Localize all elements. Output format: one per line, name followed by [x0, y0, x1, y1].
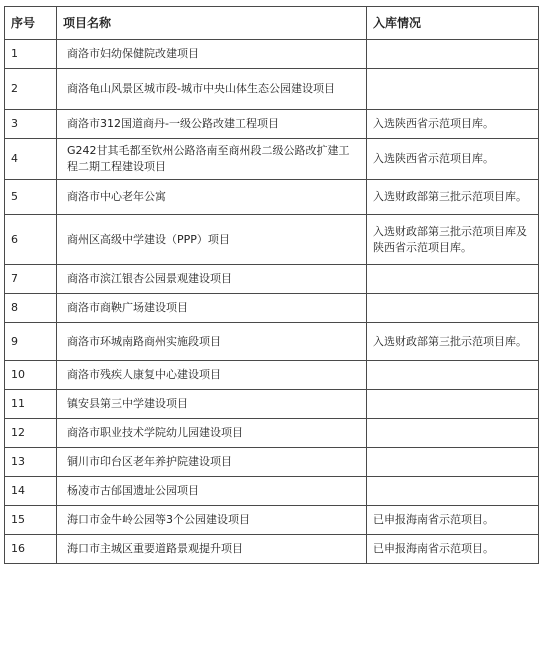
row-serial-number: 12 [5, 419, 57, 448]
row-serial-number: 15 [5, 506, 57, 535]
table-row [5, 40, 539, 69]
row-serial-number: 2 [5, 69, 57, 110]
row-project-name: 海口市金牛岭公园等3个公园建设项目 [57, 506, 367, 535]
table-row [5, 390, 539, 419]
table-row [5, 215, 539, 265]
header-serial-number: 序号 [5, 7, 57, 40]
table-body [5, 40, 539, 564]
table-row [5, 477, 539, 506]
row-serial-number: 13 [5, 448, 57, 477]
row-storage-status: 入选陕西省示范项目库。 [367, 110, 539, 139]
row-serial-number: 6 [5, 215, 57, 265]
row-storage-status: 入选财政部第三批示范项目库。 [367, 180, 539, 215]
row-project-name: G242甘其毛都至钦州公路洛南至商州段二级公路改扩建工程二期工程建设项目 [57, 139, 367, 180]
header-storage-status: 入库情况 [367, 7, 539, 40]
row-storage-status [367, 361, 539, 390]
row-serial-number: 11 [5, 390, 57, 419]
row-storage-status: 入选陕西省示范项目库。 [367, 139, 539, 180]
table-row [5, 323, 539, 361]
table-header-row [5, 7, 539, 40]
project-table [4, 6, 539, 564]
row-storage-status [367, 477, 539, 506]
table-row [5, 265, 539, 294]
table-row [5, 448, 539, 477]
row-storage-status: 已申报海南省示范项目。 [367, 535, 539, 564]
row-project-name: 商洛龟山风景区城市段-城市中央山体生态公园建设项目 [57, 69, 367, 110]
row-storage-status [367, 448, 539, 477]
row-project-name: 商洛市残疾人康复中心建设项目 [57, 361, 367, 390]
row-storage-status: 入选财政部第三批示范项目库。 [367, 323, 539, 361]
row-serial-number: 14 [5, 477, 57, 506]
table-row [5, 69, 539, 110]
row-project-name: 海口市主城区重要道路景观提升项目 [57, 535, 367, 564]
row-project-name: 商洛市环城南路商州实施段项目 [57, 323, 367, 361]
row-project-name: 商洛市妇幼保健院改建项目 [57, 40, 367, 69]
row-serial-number: 1 [5, 40, 57, 69]
row-project-name: 铜川市印台区老年养护院建设项目 [57, 448, 367, 477]
row-project-name: 商州区高级中学建设（PPP）项目 [57, 215, 367, 265]
row-storage-status [367, 390, 539, 419]
row-storage-status [367, 419, 539, 448]
header-project-name: 项目名称 [57, 7, 367, 40]
row-serial-number: 8 [5, 294, 57, 323]
row-serial-number: 5 [5, 180, 57, 215]
row-storage-status: 入选财政部第三批示范项目库及陕西省示范项目库。 [367, 215, 539, 265]
table-row [5, 110, 539, 139]
row-project-name: 杨凌市古邰国遗址公园项目 [57, 477, 367, 506]
row-serial-number: 16 [5, 535, 57, 564]
row-serial-number: 7 [5, 265, 57, 294]
table-row [5, 419, 539, 448]
row-storage-status [367, 265, 539, 294]
row-project-name: 商洛市职业技术学院幼儿园建设项目 [57, 419, 367, 448]
table-row [5, 180, 539, 215]
row-project-name: 商洛市商鞅广场建设项目 [57, 294, 367, 323]
row-serial-number: 4 [5, 139, 57, 180]
table-row [5, 506, 539, 535]
table-row [5, 294, 539, 323]
row-storage-status: 已申报海南省示范项目。 [367, 506, 539, 535]
table-row [5, 361, 539, 390]
row-storage-status [367, 294, 539, 323]
table-row [5, 535, 539, 564]
row-project-name: 商洛市312国道商丹-一级公路改建工程项目 [57, 110, 367, 139]
row-serial-number: 9 [5, 323, 57, 361]
document-page [4, 6, 538, 564]
row-project-name: 镇安县第三中学建设项目 [57, 390, 367, 419]
row-serial-number: 10 [5, 361, 57, 390]
row-storage-status [367, 69, 539, 110]
row-project-name: 商洛市中心老年公寓 [57, 180, 367, 215]
table-row [5, 139, 539, 180]
row-project-name: 商洛市滨江银杏公园景观建设项目 [57, 265, 367, 294]
row-serial-number: 3 [5, 110, 57, 139]
row-storage-status [367, 40, 539, 69]
